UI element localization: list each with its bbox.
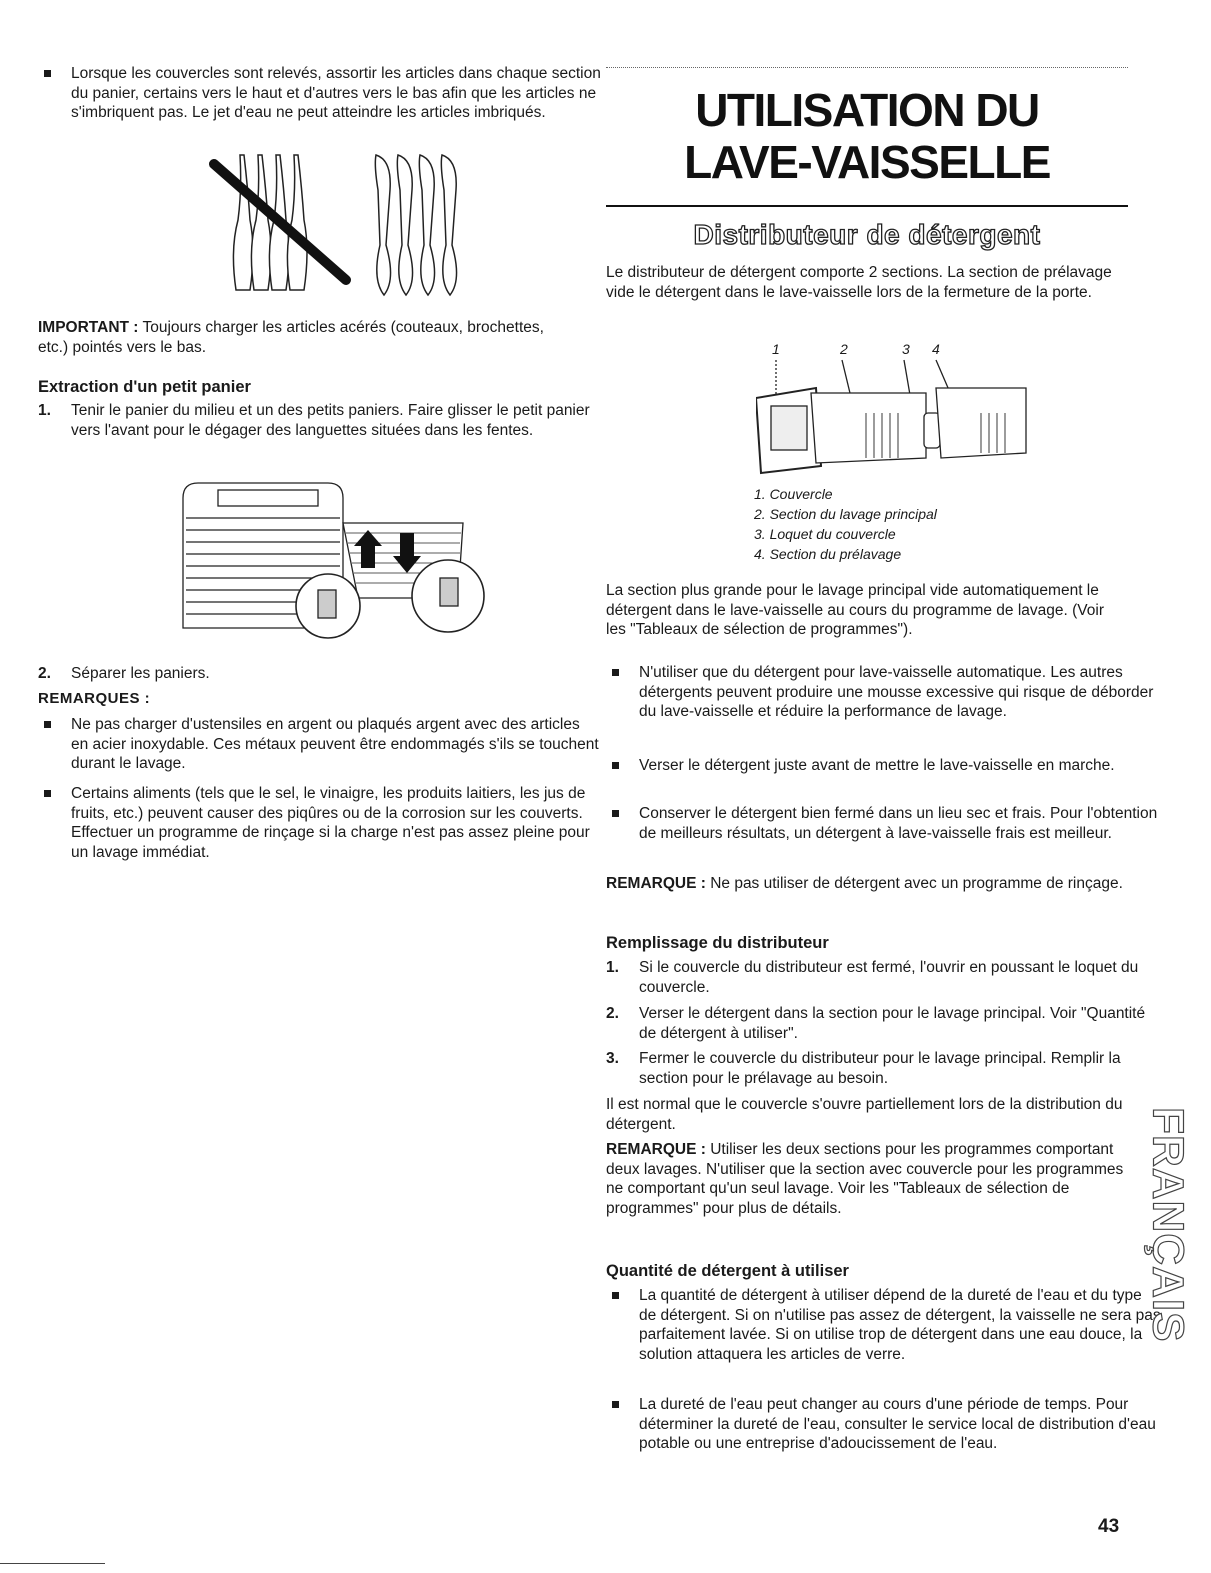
footer-rule — [0, 1563, 105, 1564]
intro-paragraph: Le distributeur de détergent comporte 2 sections. La section de prélavage vide le détergent dans le lave-vaisselle lors de la fermeture de la porte. — [606, 264, 1112, 301]
top-dotted-rule — [606, 67, 1128, 68]
paragraph: Il est normal que le couvercle s'ouvre partiellement lors de la distribution du détergent. — [606, 1096, 1123, 1133]
bullet-item: Ne pas charger d'ustensiles en argent ou plaqués argent avec des articles en acier inoxydable. Ces métaux peuvent être endommagés s'ils se touchent durant le lavage. — [38, 715, 601, 774]
callout-number: 4 — [932, 341, 940, 357]
bullet-item: Certains aliments (tels que le sel, le vinaigre, les produits laitiers, les jus de fruits, etc.) peuvent causer des piqûres ou de la corrosion sur les couverts. Effectuer un programme de rinçage si la charge n'est pas assez pleine pour un lavage immédiat. — [38, 784, 601, 862]
page-title: UTILISATION DU LAVE-VAISSELLE — [684, 84, 1050, 188]
tab-detail — [440, 578, 458, 606]
bullet-square-icon — [612, 669, 619, 676]
fork-shape — [251, 155, 271, 290]
legend-item: 2. Section du lavage principal — [754, 506, 937, 522]
bullet-item: N'utiliser que du détergent pour lave-vaisselle automatique. Les autres détergents peuvent produire une mousse excessive qui risque de déborder du lave-vaisselle et réduire la performance de lavage. — [606, 663, 1161, 722]
fork-shape — [287, 155, 307, 290]
main-wash-section — [811, 393, 926, 463]
spoon-shape — [441, 155, 456, 295]
legend-item: 4. Section du prélavage — [754, 546, 902, 562]
legend-item: 3. Loquet du couvercle — [754, 526, 896, 542]
title-rule — [606, 205, 1128, 207]
bullet-text: Lorsque les couvercles sont relevés, assortir les articles dans chaque section du panier, certains vers le haut et d'autres vers le bas afin que les articles ne s'imbriquent pas. Le jet d'eau ne peut atteindre les articles imbriqués. — [71, 65, 601, 121]
bullet-square-icon — [612, 810, 619, 817]
remarque-note: REMARQUE : Ne pas utiliser de détergent avec un programme de rinçage. — [606, 875, 1123, 892]
bullet-square-icon — [44, 721, 51, 728]
spoon-shape — [397, 155, 412, 295]
lid-panel — [771, 406, 807, 450]
bullet-square-icon — [612, 762, 619, 769]
bullet-square-icon — [44, 70, 51, 77]
figure-legend — [754, 484, 937, 564]
side-language-tab: FRANÇAIS — [1143, 1107, 1193, 1343]
step-item: 2. Séparer les paniers. — [38, 665, 210, 682]
tab-detail — [318, 590, 336, 618]
remarques-heading: REMARQUES : — [38, 690, 151, 707]
bullet-square-icon — [612, 1401, 619, 1408]
remplissage-heading: Remplissage du distributeur — [606, 934, 829, 952]
dispenser-illustration — [756, 358, 1056, 480]
quantite-heading: Quantité de détergent à utiliser — [606, 1262, 849, 1280]
legend-item: 1. Couvercle — [754, 486, 833, 502]
step-item: 2. Verser le détergent dans la section pour le lavage principal. Voir "Quantité de détergent à utiliser". — [606, 1005, 1146, 1042]
bullet-square-icon — [44, 790, 51, 797]
paragraph: La section plus grande pour le lavage principal vide automatiquement le détergent dans le lave-vaisselle au cours du programme de lavage. (Voir les "Tableaux de sélection de programmes"). — [606, 582, 1104, 638]
fork-shape — [233, 155, 253, 290]
section-title: Distributeur de détergent — [693, 219, 1041, 250]
step-item: 3. Fermer le couvercle du distributeur pour le lavage principal. Remplir la section pour le prélavage au besoin. — [606, 1050, 1121, 1087]
bullet-item — [38, 64, 601, 123]
bullet-item: Verser le détergent juste avant de mettre le lave-vaisselle en marche. — [606, 756, 1161, 776]
extraction-heading: Extraction d'un petit panier — [38, 378, 251, 396]
callout-number: 3 — [902, 341, 910, 357]
dispenser-figure — [756, 340, 1056, 480]
cutlery-illustration — [196, 150, 466, 300]
remarque-note: REMARQUE : Utiliser les deux sections pour les programmes comportant deux lavages. N'utiliser que la section avec couvercle pour les programmes ne comportant qu'un seul lavage. Voir les "Tableaux de sélection de programmes" pour plus de détails. — [606, 1141, 1124, 1217]
bullet-square-icon — [612, 1292, 619, 1299]
step-item: 1. Tenir le panier du milieu et un des petits paniers. Faire glisser le petit panier vers l'avant pour le dégager des languettes situées dans les fentes. — [38, 402, 590, 439]
page-number: 43 — [1098, 1516, 1120, 1537]
important-note: IMPORTANT : Toujours charger les articles acérés (couteaux, brochettes, etc.) pointés vers le bas. — [38, 319, 544, 356]
spoon-shape — [419, 155, 434, 295]
bullet-item: La quantité de détergent à utiliser dépend de la dureté de l'eau et du type de détergent. Si on n'utilise pas assez de détergent, la vaisselle ne sera pas parfaitement lavée. Si on utilise trop de détergent dans une eau douce, la solution attaquera les articles de verre. — [606, 1286, 1161, 1364]
basket-illustration — [178, 478, 498, 653]
step-item: 1. Si le couvercle du distributeur est fermé, l'ouvrir en poussant le loquet du couvercle. — [606, 959, 1139, 996]
bullet-item: La dureté de l'eau peut changer au cours d'une période de temps. Pour déterminer la dureté de l'eau, consulter le service local de distribution d'eau potable ou une entreprise d'adoucissement de l'eau. — [606, 1395, 1161, 1454]
spoon-shape — [375, 155, 390, 295]
bullet-item: Conserver le détergent bien fermé dans un lieu sec et frais. Pour l'obtention de meilleurs résultats, un détergent à lave-vaisselle frais est meilleur. — [606, 804, 1161, 843]
callout-number: 1 — [772, 341, 780, 357]
callout-number: 2 — [840, 341, 848, 357]
